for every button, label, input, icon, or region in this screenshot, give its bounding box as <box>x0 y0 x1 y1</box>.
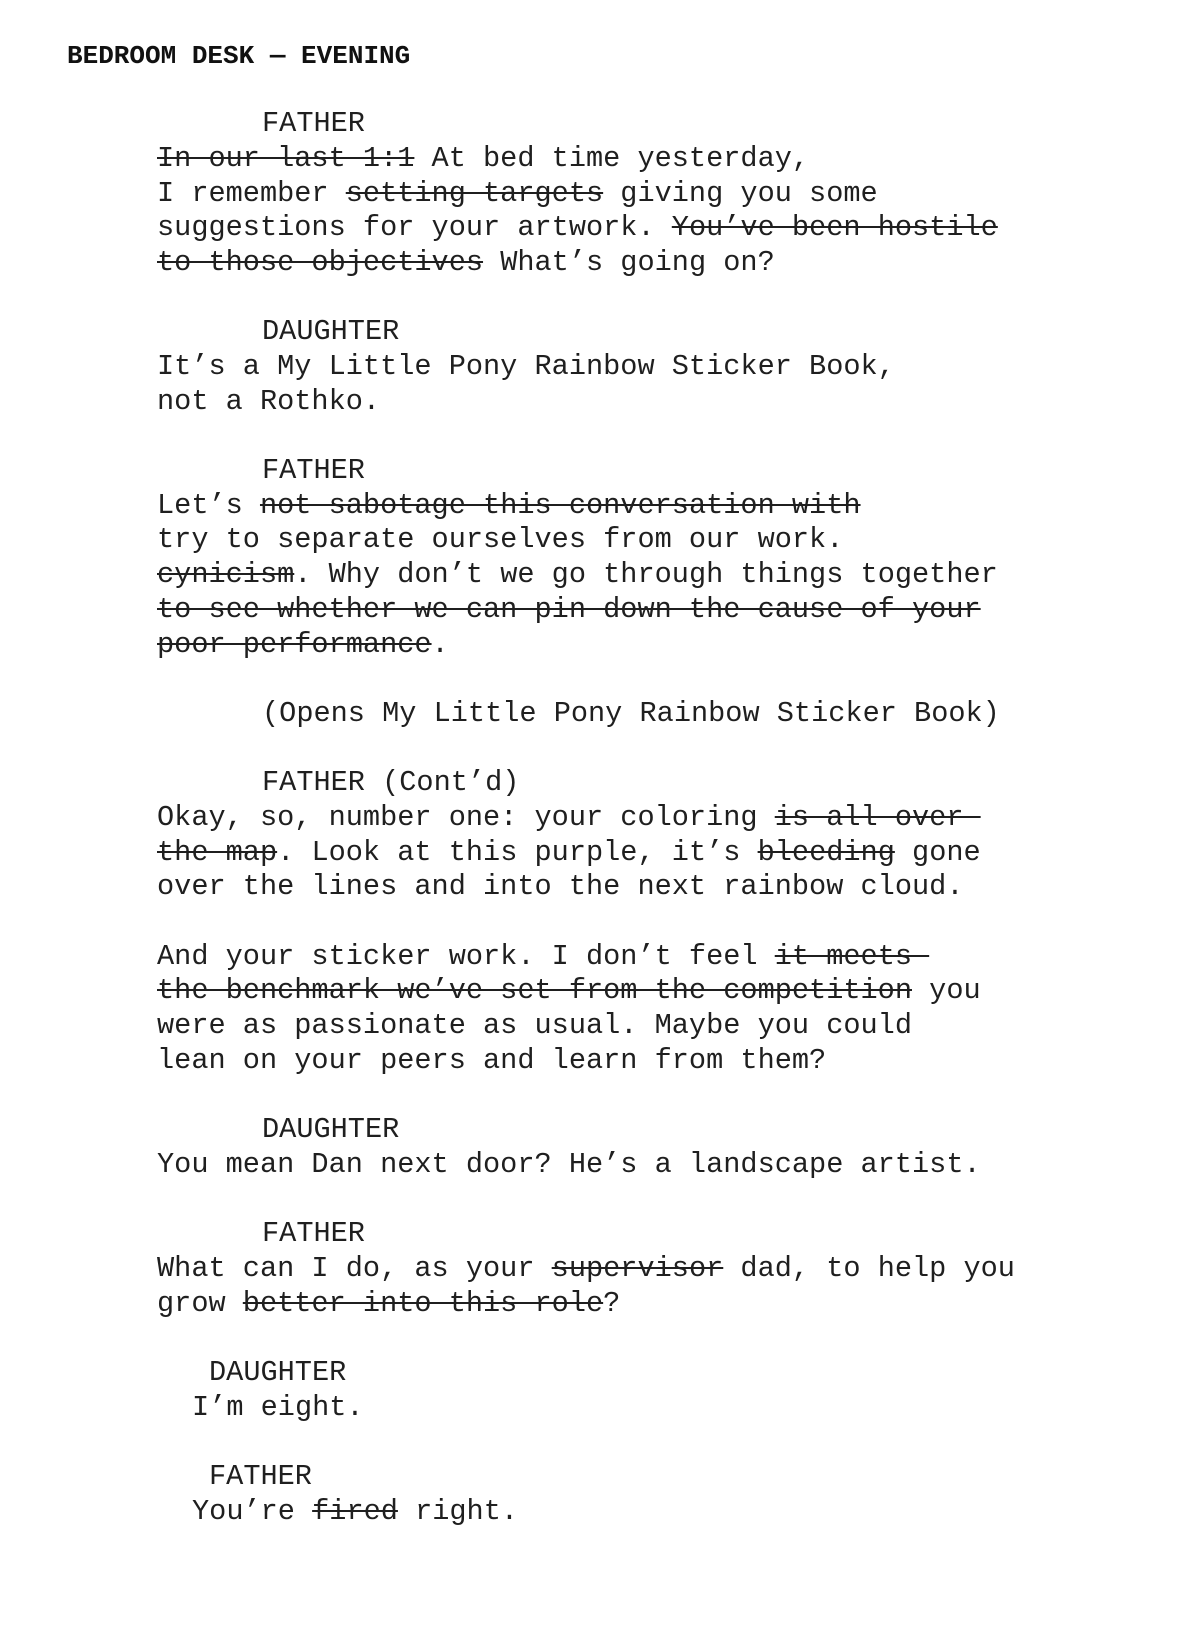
dialogue-text: What can I do, as your <box>157 1252 552 1285</box>
dialogue-line: It’s a My Little Pony Rainbow Sticker Book, <box>157 350 895 383</box>
character-name: FATHER <box>262 454 365 487</box>
struck-text: to see whether we can pin down the cause of your <box>157 593 981 626</box>
dialogue-text: dad, to help you <box>723 1252 1015 1285</box>
dialogue-text: suggestions for your artwork. <box>157 211 672 244</box>
dialogue-text: At bed time yesterday, <box>414 142 810 175</box>
character-name: FATHER <box>262 107 365 140</box>
struck-text: You’ve been hostile <box>671 211 998 244</box>
dialogue-line <box>157 488 861 524</box>
dialogue-line <box>157 245 775 281</box>
dialogue-line <box>157 141 809 177</box>
dialogue-line <box>157 210 998 246</box>
struck-text: fired <box>312 1495 398 1528</box>
dialogue-text: You’re <box>192 1495 313 1528</box>
dialogue-text: ? <box>603 1287 621 1320</box>
dialogue-line <box>157 835 981 871</box>
dialogue-line <box>157 939 929 975</box>
character-name: FATHER <box>209 1460 312 1493</box>
dialogue-text: right. <box>397 1495 519 1528</box>
dialogue-line <box>157 800 981 836</box>
dialogue-line: You mean Dan next door? He’s a landscape artist. <box>157 1148 981 1181</box>
dialogue-text: Let’s <box>157 489 260 522</box>
struck-text: supervisor <box>551 1252 724 1285</box>
dialogue-text: giving you some <box>603 177 878 210</box>
dialogue-text: you <box>912 974 981 1007</box>
dialogue-line <box>192 1494 518 1530</box>
struck-text: poor performance <box>157 628 432 661</box>
struck-text: cynicism <box>157 558 295 591</box>
dialogue-line <box>157 176 878 212</box>
struck-text: better into this role <box>242 1287 604 1320</box>
struck-text: setting targets <box>345 177 604 210</box>
dialogue-line <box>157 973 981 1009</box>
struck-text: In our last 1:1 <box>157 142 415 175</box>
character-name: FATHER <box>262 1217 365 1250</box>
dialogue-line: over the lines and into the next rainbow cloud. <box>157 870 964 903</box>
dialogue-text: I remember <box>157 177 346 210</box>
character-name: DAUGHTER <box>209 1356 347 1389</box>
character-name: DAUGHTER <box>262 315 400 348</box>
struck-text: the map <box>157 836 278 869</box>
struck-text: not sabotage this conversation with <box>259 489 861 522</box>
dialogue-line <box>157 1286 620 1322</box>
dialogue-line: lean on your peers and learn from them? <box>157 1044 827 1077</box>
dialogue-text: gone <box>894 836 981 869</box>
dialogue-line: try to separate ourselves from our work. <box>157 523 844 556</box>
struck-text: the benchmark we’ve set from the competition <box>157 974 912 1007</box>
dialogue-text: . Why don’t we go through things together <box>294 558 998 591</box>
dialogue-text: grow <box>157 1287 243 1320</box>
dialogue-line: were as passionate as usual. Maybe you could <box>157 1009 912 1042</box>
struck-text: is all over <box>774 801 981 834</box>
dialogue-line: I’m eight. <box>192 1391 364 1424</box>
dialogue-text: What’s going on? <box>483 246 775 279</box>
action-line: (Opens My Little Pony Rainbow Sticker Book) <box>262 697 1000 730</box>
dialogue-text: . Look at this purple, it’s <box>277 836 758 869</box>
dialogue-text: Okay, so, number one: your coloring <box>157 801 775 834</box>
character-name: DAUGHTER <box>262 1113 400 1146</box>
dialogue-text: And your sticker work. I don’t feel <box>157 940 775 973</box>
struck-text: bleeding <box>757 836 895 869</box>
dialogue-line <box>157 1251 1015 1287</box>
struck-text: to those objectives <box>157 246 484 279</box>
dialogue-line <box>157 627 449 663</box>
struck-text: it meets <box>774 940 930 973</box>
dialogue-line <box>157 592 981 628</box>
character-name: FATHER (Cont’d) <box>262 766 520 799</box>
scene-heading: BEDROOM DESK — EVENING <box>67 41 411 71</box>
dialogue-line <box>157 557 998 593</box>
dialogue-text: . <box>431 628 449 661</box>
dialogue-line: not a Rothko. <box>157 385 381 418</box>
